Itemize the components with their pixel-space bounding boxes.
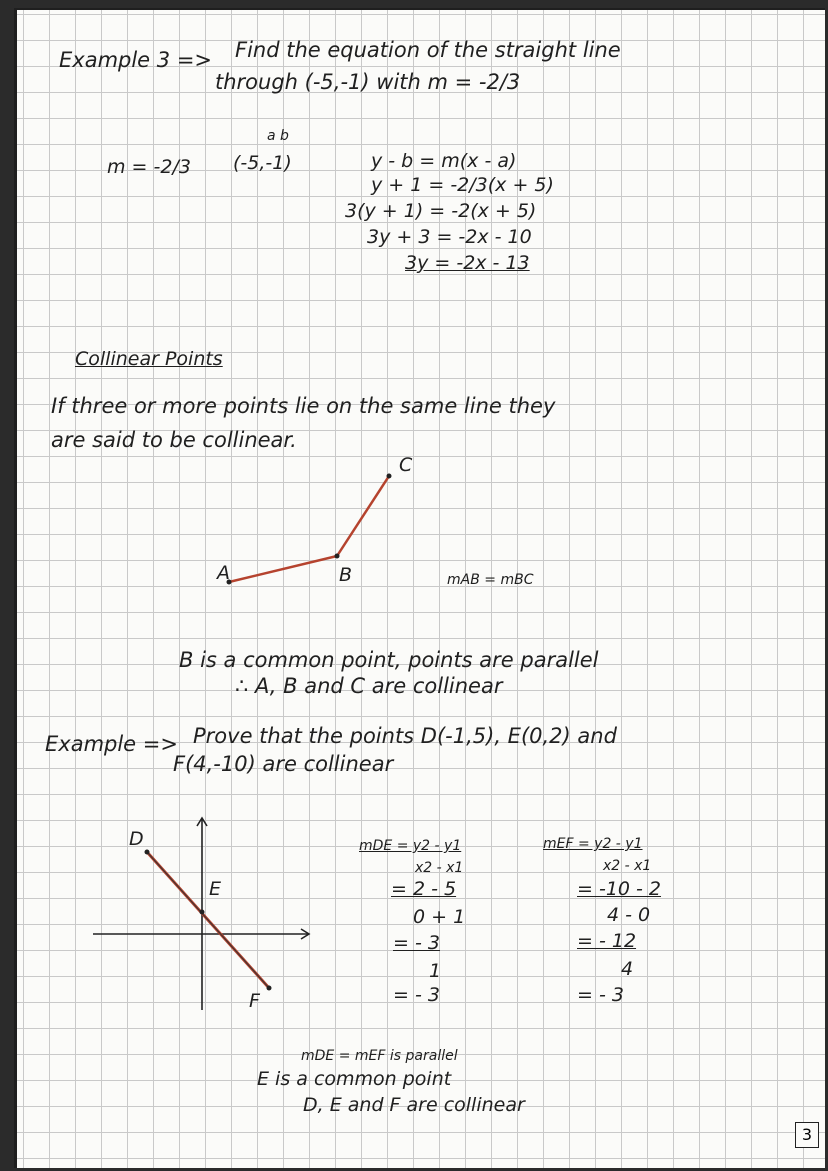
mde-simp-bottom: 1: [429, 960, 442, 982]
mde-sub-bottom: 0 + 1: [413, 906, 466, 928]
mef-result: = - 3: [577, 984, 624, 1006]
mde-sub-top: = 2 - 5: [391, 878, 457, 900]
collinear-def2: are said to be collinear.: [51, 428, 297, 452]
final2: E is a common point: [257, 1068, 452, 1090]
point-e-dot: [200, 910, 205, 915]
final3: D, E and F are collinear: [303, 1094, 525, 1116]
example3-line2: through (-5,-1) with m = -2/3: [215, 70, 521, 94]
mef-simp-bottom: 4: [621, 958, 634, 980]
mde-simp: = - 3: [393, 932, 440, 954]
step-5: 3y = -2x - 13: [405, 252, 530, 274]
example3-line1: Find the equation of the straight line: [235, 38, 621, 62]
example-line1: Prove that the points D(-1,5), E(0,2) and: [193, 724, 617, 748]
label-b: B: [339, 564, 353, 586]
slopes-equal: mAB = mBC: [447, 572, 534, 588]
line-def-ink: [147, 852, 269, 988]
mef-sub-top: = -10 - 2: [577, 878, 662, 900]
step-1: y - b = m(x - a): [371, 150, 517, 172]
point-d-dot: [145, 850, 150, 855]
example-label: Example =>: [45, 732, 178, 756]
label-c: C: [399, 454, 413, 476]
example-line2: F(4,-10) are collinear: [173, 752, 394, 776]
page-number: 3: [795, 1122, 819, 1148]
collinear-def1: If three or more points lie on the same line they: [51, 394, 556, 418]
step-3: 3(y + 1) = -2(x + 5): [345, 200, 537, 222]
step-2: y + 1 = -2/3(x + 5): [371, 174, 554, 196]
label-d: D: [129, 828, 144, 850]
mef-sub-bottom: 4 - 0: [607, 904, 651, 926]
point-f-dot: [267, 986, 272, 991]
conclusion2: ∴ A, B and C are collinear: [235, 674, 503, 698]
ab-label: a b: [267, 128, 289, 144]
label-a: A: [217, 562, 230, 584]
final1: mDE = mEF is parallel: [301, 1048, 458, 1064]
notebook-page: [14, 8, 825, 1168]
mde-formula-top: mDE = y2 - y1: [359, 838, 462, 854]
m-given: m = -2/3: [107, 156, 191, 178]
label-f: F: [249, 990, 260, 1012]
example3-label: Example 3 =>: [59, 48, 213, 72]
mde-formula-bottom: x2 - x1: [415, 860, 464, 876]
step-4: 3y + 3 = -2x - 10: [367, 226, 532, 248]
mef-simp: = - 12: [577, 930, 637, 952]
conclusion1: B is a common point, points are parallel: [179, 648, 599, 672]
mde-result: = - 3: [393, 984, 440, 1006]
mef-formula-bottom: x2 - x1: [603, 858, 652, 874]
collinear-heading: Collinear Points: [75, 348, 223, 370]
mef-formula-top: mEF = y2 - y1: [543, 836, 643, 852]
point-given: (-5,-1): [233, 152, 292, 174]
label-e: E: [209, 878, 222, 900]
